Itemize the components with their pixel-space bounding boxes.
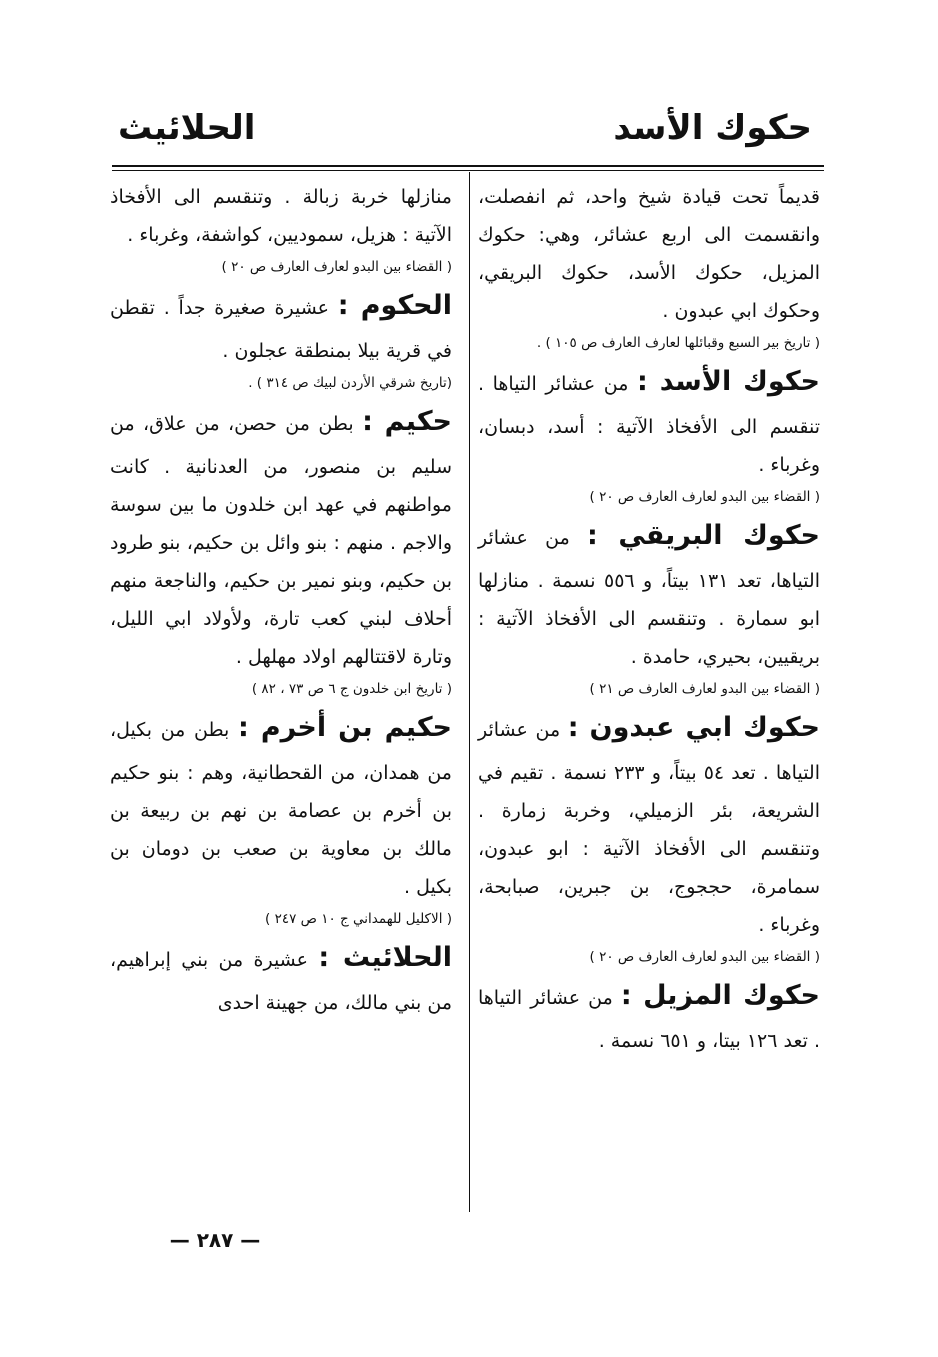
entry — [110, 280, 452, 396]
entry-heading: حكوك الأسد : — [636, 366, 820, 397]
entry-source: ( القضاء بين البدو لعارف العارف ص ٢٠ ) — [589, 949, 820, 965]
entry-source: ( القضاء بين البدو لعارف العارف ص ٢٠ ) — [589, 489, 820, 505]
entry-heading: حكيم : — [362, 406, 452, 437]
page-number: — ٢٨٧ — — [169, 1228, 261, 1252]
left-column — [110, 178, 452, 1022]
entry — [110, 702, 452, 932]
entry-text: من عشائر التياها، تعد ١٣١ بيتاً، و ٥٥٦ نسمة . منازلها ابو سمارة . وتنقسم الى الأفخاذ الآتية : بريقيين، بحيري، حامدة . — [478, 527, 820, 668]
entry — [110, 396, 452, 702]
entry-text: من عشائر التياها . تنقسم الى الأفخاذ الآتية : أسد، دبسان، وغرباء . — [478, 373, 820, 476]
entry-source: (تاريخ شرقي الأردن لبيك ص ٣١٤ ) . — [248, 375, 452, 391]
entry-text: بطن من حصن، من علاق، من سليم بن منصور، من العدنانية . كانت مواطنهم في عهد ابن خلدون ما بين سوسة والاجم . منهم : بنو وائل بن حكيم، بنو طرود بن حكيم، وبنو نمير بن حكيم، والناجعة منهم أحلاف لبني كعب تارة، ولأولاد ابي الليل، وتارة لاقتتالهم اولاد مهلهل . — [110, 413, 452, 668]
entry-heading: الحكوم : — [337, 290, 452, 321]
entry-source: ( القضاء بين البدو لعارف العارف ص ٢١ ) — [589, 681, 820, 697]
entry-text: عشيرة من بني إبراهيم، من بني مالك، من جهينة احدى — [110, 949, 452, 1014]
entry — [478, 178, 820, 356]
entry-text: قديماً تحت قيادة شيخ واحد، ثم انفصلت، وانقسمت الى اربع عشائر، وهي: حكوك المزيل، حكوك الأسد، حكوك البريقي، وحكوك ابي عبدون . — [478, 186, 820, 322]
running-head — [112, 108, 822, 160]
entry — [478, 510, 820, 702]
entry-text: من عشائر التياها . تعد ٥٤ بيتاً، و ٢٣٣ نسمة . تقيم في الشريعة، بئر الزميلي، وخربة زمارة . وتنقسم الى الأفخاذ الآتية : ابو عبدون، سمامرة، حججوج، بن جبرين، صبابحة، وغرباء . — [478, 719, 820, 936]
entry — [478, 970, 820, 1060]
entry-heading: حكيم بن أخرم : — [238, 712, 452, 743]
running-head-left: الحلائيث — [118, 108, 256, 148]
entry-text: منازلها خربة زبالة . وتنقسم الى الأفخاذ الآتية : هزيل، سموديين، كواشفة، وغرباء . — [110, 186, 452, 246]
entry-heading: حكوك البريقي : — [587, 520, 820, 551]
entry — [110, 932, 452, 1022]
entry-source: ( القضاء بين البدو لعارف العارف ص ٢٠ ) — [221, 259, 452, 275]
entry-source: ( تاريخ ابن خلدون ج ٦ ص ٧٣ ، ٨٢ ) — [251, 681, 452, 697]
entry-heading: حكوك ابي عبدون : — [567, 712, 820, 743]
entry-heading: الحلائيث : — [318, 942, 452, 973]
right-column — [478, 178, 820, 1060]
entry-source: ( تاريخ بير السبع وقبائلها لعارف العارف ص ١٠٥ ) . — [536, 335, 820, 351]
entry — [110, 178, 452, 280]
entry-heading: حكوك المزيل : — [620, 980, 820, 1011]
header-rule-thin — [112, 170, 824, 171]
column-divider — [469, 172, 470, 1212]
entry — [478, 702, 820, 970]
entry — [478, 356, 820, 510]
running-head-right: حكوك الأسد — [613, 108, 812, 148]
entry-text: بطن من بكيل، من همدان، من القحطانية، وهم : بنو حكيم بن أخرم بن عصامة بن نهم بن ربيعة بن مالك بن معاوية بن صعب بن دومان بن بكيل . — [110, 719, 452, 898]
entry-source: ( الاكليل للهمداني ج ١٠ ص ٢٤٧ ) — [265, 911, 452, 927]
header-rule — [112, 165, 824, 167]
entry-text: من عشائر التياها . تعد ١٢٦ بيتا، و ٦٥١ نسمة . — [478, 987, 820, 1052]
entry-text: عشيرة صغيرة جداً . تقطن في قرية بيلا بمنطقة عجلون . — [110, 297, 452, 362]
